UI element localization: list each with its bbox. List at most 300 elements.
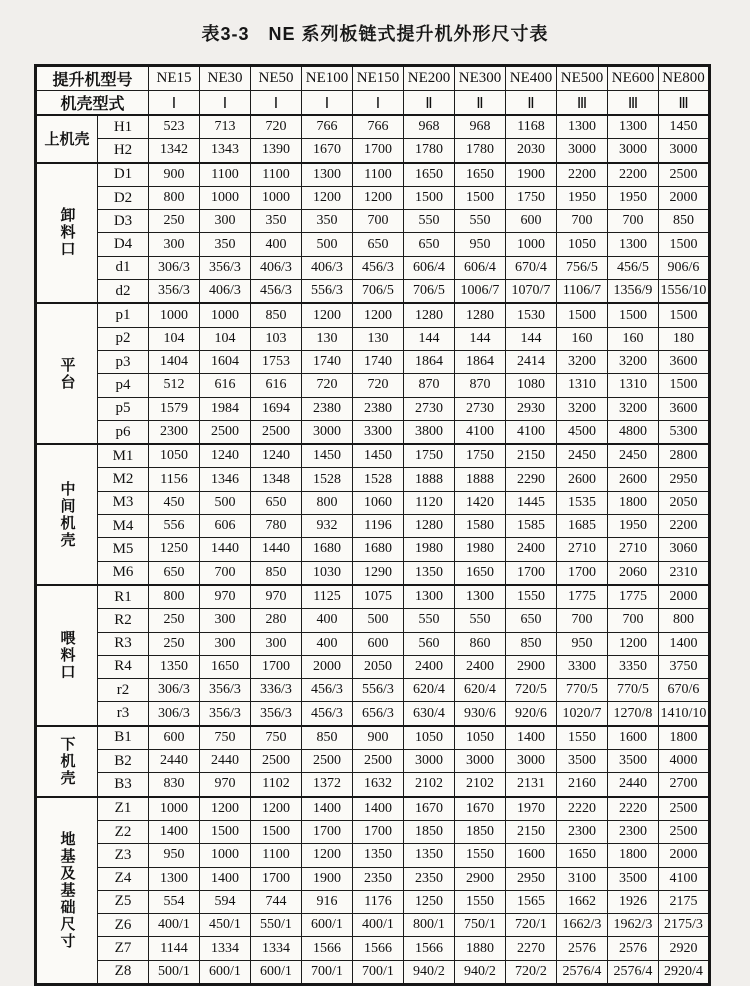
table-row — [36, 750, 710, 773]
dimension-cell: 2920 — [659, 937, 710, 960]
dimension-cell: 2000 — [659, 844, 710, 867]
table-row — [36, 115, 710, 139]
dimension-cell: 1700 — [251, 655, 302, 678]
model-header-cell: NE800 — [659, 66, 710, 91]
dimension-cell: 2500 — [659, 820, 710, 843]
dimension-cell: 656/3 — [353, 702, 404, 726]
dimension-cell: 860 — [455, 632, 506, 655]
dimension-cell: 1926 — [608, 890, 659, 913]
dimension-cell: 970 — [200, 773, 251, 797]
dimension-cell: 554 — [149, 890, 200, 913]
dimension-cell: 1950 — [608, 186, 659, 209]
dimension-cell: 1250 — [404, 890, 455, 913]
table-row — [36, 444, 710, 468]
dimension-cell: 650 — [506, 609, 557, 632]
dimension-cell: 1420 — [455, 491, 506, 514]
dimension-cell: 1350 — [149, 655, 200, 678]
row-label: Z1 — [98, 797, 149, 821]
dimension-cell: 800 — [149, 186, 200, 209]
dimension-cell: 1780 — [455, 139, 506, 163]
model-header-cell: NE200 — [404, 66, 455, 91]
dimension-cell: 550 — [404, 210, 455, 233]
dimension-cell: 2450 — [557, 444, 608, 468]
row-label: H2 — [98, 139, 149, 163]
dimension-cell: 1000 — [200, 844, 251, 867]
dimension-cell: 1500 — [251, 820, 302, 843]
dimension-cell: 400/1 — [149, 914, 200, 937]
dimension-cell: 720/5 — [506, 679, 557, 702]
dimension-cell: 1500 — [608, 303, 659, 327]
dimension-cell: 1240 — [200, 444, 251, 468]
dimension-cell: 1400 — [302, 797, 353, 821]
dimension-cell: 350 — [302, 210, 353, 233]
dimension-cell: 1550 — [506, 585, 557, 609]
dimension-cell: 3000 — [608, 139, 659, 163]
dimension-cell: 500 — [302, 233, 353, 256]
dimension-cell: 1662/3 — [557, 914, 608, 937]
dimension-cell: 300 — [149, 233, 200, 256]
group-label: 中间机壳 — [36, 444, 98, 585]
dimension-cell: 400 — [302, 632, 353, 655]
dimension-cell: 130 — [353, 327, 404, 350]
dimension-cell: 1200 — [302, 844, 353, 867]
dimension-cell: 1200 — [608, 632, 659, 655]
dimension-cell: 1450 — [353, 444, 404, 468]
row-label: M2 — [98, 468, 149, 491]
dimension-cell: 750 — [251, 726, 302, 750]
dimension-cell: 356/3 — [200, 702, 251, 726]
dimension-cell: 2710 — [608, 538, 659, 561]
row-label: R3 — [98, 632, 149, 655]
dimension-cell: 450/1 — [200, 914, 251, 937]
dimension-cell: 1670 — [455, 797, 506, 821]
dimension-cell: 3350 — [608, 655, 659, 678]
dimension-cell: 670/4 — [506, 256, 557, 279]
dimension-cell: 1970 — [506, 797, 557, 821]
dimension-cell: 1566 — [404, 937, 455, 960]
dimension-cell: 3000 — [659, 139, 710, 163]
dimension-cell: 1020/7 — [557, 702, 608, 726]
table-row — [36, 585, 710, 609]
dimension-cell: 1050 — [404, 726, 455, 750]
dimension-cell: 456/3 — [302, 679, 353, 702]
dimension-cell: 104 — [149, 327, 200, 350]
dimension-cell: 450 — [149, 491, 200, 514]
table-row — [36, 350, 710, 373]
dimension-cell: 1685 — [557, 515, 608, 538]
dimension-cell: 2200 — [557, 163, 608, 187]
model-header-cell: NE600 — [608, 66, 659, 91]
dimension-cell: 2050 — [659, 491, 710, 514]
row-label: Z4 — [98, 867, 149, 890]
dimension-cell: 144 — [404, 327, 455, 350]
dimension-cell: 1585 — [506, 515, 557, 538]
dimension-cell: 3000 — [557, 139, 608, 163]
dimension-cell: 1500 — [404, 186, 455, 209]
dimension-cell: 1632 — [353, 773, 404, 797]
dimension-cell: 4800 — [608, 420, 659, 444]
dimension-cell: 800 — [149, 585, 200, 609]
dimension-cell: 2400 — [506, 538, 557, 561]
dimension-cell: 650 — [251, 491, 302, 514]
dimension-cell: 1270/8 — [608, 702, 659, 726]
dimension-cell: 1500 — [200, 820, 251, 843]
dimension-cell: 2300 — [557, 820, 608, 843]
dimension-cell: 1775 — [557, 585, 608, 609]
dimension-cell: 630/4 — [404, 702, 455, 726]
dimension-cell: 1880 — [455, 937, 506, 960]
row-label: B2 — [98, 750, 149, 773]
dimension-cell: 2920/4 — [659, 960, 710, 984]
dimension-cell: 616 — [251, 374, 302, 397]
group-label: 上机壳 — [36, 115, 98, 163]
dimension-cell: 800/1 — [404, 914, 455, 937]
dimension-cell: 770/5 — [608, 679, 659, 702]
dimension-cell: 620/4 — [404, 679, 455, 702]
dimension-cell: 766 — [302, 115, 353, 139]
dimension-cell: 1670 — [302, 139, 353, 163]
table-row — [36, 632, 710, 655]
dimension-cell: 2030 — [506, 139, 557, 163]
dimension-cell: 2576 — [557, 937, 608, 960]
row-label: Z3 — [98, 844, 149, 867]
dimension-cell: 950 — [149, 844, 200, 867]
dimension-cell: 1400 — [149, 820, 200, 843]
dimension-cell: 550/1 — [251, 914, 302, 937]
table-row — [36, 515, 710, 538]
dimension-cell: 1600 — [506, 844, 557, 867]
dimension-cell: 1350 — [404, 561, 455, 585]
dimension-cell: 2500 — [251, 420, 302, 444]
dimension-cell: 780 — [251, 515, 302, 538]
dimension-cell: 306/3 — [149, 702, 200, 726]
dimension-cell: 1334 — [251, 937, 302, 960]
dimension-cell: 2000 — [659, 186, 710, 209]
dimension-cell: 1300 — [404, 585, 455, 609]
table-row — [36, 960, 710, 984]
dimension-cell: 356/3 — [251, 702, 302, 726]
dimension-cell: 1100 — [251, 844, 302, 867]
dimension-cell: 1950 — [608, 515, 659, 538]
dimension-cell: 2500 — [659, 163, 710, 187]
dimension-cell: 1850 — [404, 820, 455, 843]
dimension-cell: 3200 — [608, 350, 659, 373]
dimension-cell: 3000 — [302, 420, 353, 444]
dimension-cell: 1962/3 — [608, 914, 659, 937]
dimension-cell: 700 — [608, 210, 659, 233]
table-row — [36, 797, 710, 821]
dimension-cell: 800 — [659, 609, 710, 632]
dimension-cell: 1850 — [455, 820, 506, 843]
dimension-cell: 2050 — [353, 655, 404, 678]
dimension-cell: 1200 — [353, 303, 404, 327]
dimension-cell: 1400 — [506, 726, 557, 750]
dimension-cell: 1080 — [506, 374, 557, 397]
dimension-cell: 400 — [251, 233, 302, 256]
dimension-cell: 556 — [149, 515, 200, 538]
dimension-cell: 950 — [557, 632, 608, 655]
dimension-cell: 2200 — [659, 515, 710, 538]
dimension-cell: 1579 — [149, 397, 200, 420]
dimension-cell: 406/3 — [251, 256, 302, 279]
dimension-cell: 356/3 — [200, 679, 251, 702]
dimension-cell: 250 — [149, 632, 200, 655]
dimension-cell: 1100 — [200, 163, 251, 187]
dimension-cell: 1700 — [251, 867, 302, 890]
dimension-cell: 1300 — [455, 585, 506, 609]
dimension-cell: 1550 — [455, 844, 506, 867]
row-label: R1 — [98, 585, 149, 609]
dimension-cell: 3800 — [404, 420, 455, 444]
dimension-cell: 350 — [251, 210, 302, 233]
dimension-cell: 2175 — [659, 890, 710, 913]
dimension-cell: 250 — [149, 609, 200, 632]
dimension-cell: 336/3 — [251, 679, 302, 702]
row-label: p4 — [98, 374, 149, 397]
row-label: p1 — [98, 303, 149, 327]
dimension-cell: 2220 — [608, 797, 659, 821]
dimension-cell: 1280 — [455, 303, 506, 327]
dimension-cell: 2380 — [353, 397, 404, 420]
dimension-cell: 400/1 — [353, 914, 404, 937]
dimension-cell: 1200 — [353, 186, 404, 209]
dimension-cell: 1604 — [200, 350, 251, 373]
row-label: M5 — [98, 538, 149, 561]
dimension-cell: 523 — [149, 115, 200, 139]
casing-type-cell: Ⅲ — [608, 91, 659, 116]
dimension-cell: 1168 — [506, 115, 557, 139]
dimension-cell: 744 — [251, 890, 302, 913]
dimension-cell: 2150 — [506, 820, 557, 843]
dimension-cell: 800 — [302, 491, 353, 514]
dimension-cell: 250 — [149, 210, 200, 233]
dimension-cell: 940/2 — [455, 960, 506, 984]
dimension-cell: 1550 — [557, 726, 608, 750]
dimension-cell: 1580 — [455, 515, 506, 538]
dimension-cell: 1550 — [455, 890, 506, 913]
dimension-cell: 2400 — [455, 655, 506, 678]
dimension-cell: 600 — [506, 210, 557, 233]
dimension-cell: 2600 — [557, 468, 608, 491]
group-label: 平台 — [36, 303, 98, 444]
dimension-cell: 650 — [353, 233, 404, 256]
dimension-cell: 280 — [251, 609, 302, 632]
casing-type-cell: Ⅰ — [200, 91, 251, 116]
dimension-cell: 700/1 — [302, 960, 353, 984]
dimension-cell: 1350 — [404, 844, 455, 867]
dimension-cell: 406/3 — [200, 280, 251, 304]
dimension-cell: 300 — [200, 609, 251, 632]
dimension-cell: 500/1 — [149, 960, 200, 984]
dimension-cell: 1240 — [251, 444, 302, 468]
dimension-cell: 830 — [149, 773, 200, 797]
dimension-cell: 1348 — [251, 468, 302, 491]
dimension-cell: 1670 — [404, 797, 455, 821]
dimension-cell: 950 — [455, 233, 506, 256]
row-label: r2 — [98, 679, 149, 702]
row-label: M3 — [98, 491, 149, 514]
dimension-cell: 3500 — [557, 750, 608, 773]
dimension-cell: 3060 — [659, 538, 710, 561]
row-label: Z8 — [98, 960, 149, 984]
dimension-cell: 1680 — [353, 538, 404, 561]
table-row — [36, 937, 710, 960]
dimension-cell: 1000 — [506, 233, 557, 256]
dimension-cell: 4500 — [557, 420, 608, 444]
dimension-cell: 920/6 — [506, 702, 557, 726]
dimension-cell: 1528 — [302, 468, 353, 491]
table-row — [36, 726, 710, 750]
dimension-cell: 1060 — [353, 491, 404, 514]
table-row — [36, 327, 710, 350]
dimension-cell: 1070/7 — [506, 280, 557, 304]
dimension-cell: 750 — [200, 726, 251, 750]
dimension-cell: 356/3 — [149, 280, 200, 304]
dimension-cell: 2200 — [608, 163, 659, 187]
dimension-cell: 1440 — [251, 538, 302, 561]
dimension-cell: 1000 — [149, 797, 200, 821]
dimension-cell: 406/3 — [302, 256, 353, 279]
dimension-cell: 700/1 — [353, 960, 404, 984]
dimension-cell: 2350 — [404, 867, 455, 890]
model-header-cell: NE400 — [506, 66, 557, 91]
row-label: p6 — [98, 420, 149, 444]
dimension-cell: 1400 — [200, 867, 251, 890]
dimension-cell: 968 — [455, 115, 506, 139]
dimension-cell: 2450 — [608, 444, 659, 468]
dimension-cell: 1500 — [557, 303, 608, 327]
dimension-cell: 2270 — [506, 937, 557, 960]
dimension-cell: 1006/7 — [455, 280, 506, 304]
dimension-cell: 1700 — [353, 820, 404, 843]
casing-type-cell: Ⅲ — [557, 91, 608, 116]
table-row — [36, 139, 710, 163]
dimension-cell: 2500 — [302, 750, 353, 773]
table-row — [36, 655, 710, 678]
dimension-cell: 1565 — [506, 890, 557, 913]
model-header-cell: NE150 — [353, 66, 404, 91]
row-label: M4 — [98, 515, 149, 538]
table-row — [36, 280, 710, 304]
dimension-cell: 4100 — [506, 420, 557, 444]
dimension-cell: 1700 — [302, 820, 353, 843]
dimension-cell: 2220 — [557, 797, 608, 821]
table-row — [36, 890, 710, 913]
dimension-cell: 3600 — [659, 350, 710, 373]
table-row — [36, 163, 710, 187]
dimension-cell: 1694 — [251, 397, 302, 420]
dimension-cell: 700 — [200, 561, 251, 585]
table-row — [36, 867, 710, 890]
table-row — [36, 773, 710, 797]
dimension-cell: 500 — [200, 491, 251, 514]
dimension-cell: 1050 — [557, 233, 608, 256]
dimension-cell: 850 — [506, 632, 557, 655]
dimension-cell: 300 — [251, 632, 302, 655]
casing-type-cell: Ⅱ — [455, 91, 506, 116]
dimension-cell: 1800 — [608, 844, 659, 867]
dimension-cell: 1250 — [149, 538, 200, 561]
dimension-cell: 1343 — [200, 139, 251, 163]
dimension-cell: 900 — [149, 163, 200, 187]
dimension-cell: 700 — [353, 210, 404, 233]
dimension-cell: 1888 — [455, 468, 506, 491]
dimension-cell: 1440 — [200, 538, 251, 561]
dimension-cell: 306/3 — [149, 256, 200, 279]
dimension-cell: 616 — [200, 374, 251, 397]
dimension-cell: 2131 — [506, 773, 557, 797]
dimension-cell: 2300 — [608, 820, 659, 843]
row-label: D3 — [98, 210, 149, 233]
dimension-cell: 2950 — [659, 468, 710, 491]
dimension-cell: 1500 — [455, 186, 506, 209]
dimension-cell: 2500 — [200, 420, 251, 444]
dimension-cell: 1662 — [557, 890, 608, 913]
dimension-cell: 3500 — [608, 750, 659, 773]
table-row — [36, 186, 710, 209]
dimension-cell: 1176 — [353, 890, 404, 913]
dimension-cell: 2380 — [302, 397, 353, 420]
dimension-cell: 600 — [353, 632, 404, 655]
dimension-cell: 1346 — [200, 468, 251, 491]
row-label: r3 — [98, 702, 149, 726]
dimension-cell: 2900 — [506, 655, 557, 678]
dimension-cell: 1106/7 — [557, 280, 608, 304]
dimension-cell: 3500 — [608, 867, 659, 890]
dimension-cell: 1350 — [353, 844, 404, 867]
dimension-cell: 600/1 — [200, 960, 251, 984]
header-row-models — [36, 66, 710, 91]
dimension-cell: 600/1 — [302, 914, 353, 937]
dimension-cell: 560 — [404, 632, 455, 655]
dimension-cell: 2350 — [353, 867, 404, 890]
dimension-cell: 1050 — [149, 444, 200, 468]
dimension-cell: 1372 — [302, 773, 353, 797]
dimension-cell: 720 — [251, 115, 302, 139]
header-row-casing — [36, 91, 710, 116]
dimension-cell: 3200 — [608, 397, 659, 420]
table-row — [36, 844, 710, 867]
dimension-cell: 2290 — [506, 468, 557, 491]
dimension-cell: 600/1 — [251, 960, 302, 984]
row-label: Z7 — [98, 937, 149, 960]
dimension-cell: 1290 — [353, 561, 404, 585]
dimension-cell: 970 — [251, 585, 302, 609]
dimension-cell: 500 — [353, 609, 404, 632]
casing-type-cell: Ⅰ — [251, 91, 302, 116]
dimension-cell: 2310 — [659, 561, 710, 585]
dimension-cell: 550 — [455, 609, 506, 632]
dimension-cell: 356/3 — [200, 256, 251, 279]
model-header-cell: NE500 — [557, 66, 608, 91]
dimension-cell: 1864 — [455, 350, 506, 373]
dimension-cell: 1950 — [557, 186, 608, 209]
casing-type-cell: Ⅰ — [353, 91, 404, 116]
dimension-cell: 850 — [251, 303, 302, 327]
dimension-cell: 5300 — [659, 420, 710, 444]
dimension-cell: 2300 — [149, 420, 200, 444]
dimension-cell: 3000 — [455, 750, 506, 773]
dimension-cell: 720/2 — [506, 960, 557, 984]
dimension-cell: 1864 — [404, 350, 455, 373]
dimension-cell: 1750 — [506, 186, 557, 209]
dimension-cell: 620/4 — [455, 679, 506, 702]
dimension-cell: 2600 — [608, 468, 659, 491]
dimension-cell: 720 — [302, 374, 353, 397]
table-row — [36, 256, 710, 279]
dimension-cell: 306/3 — [149, 679, 200, 702]
dimension-cell: 2000 — [659, 585, 710, 609]
